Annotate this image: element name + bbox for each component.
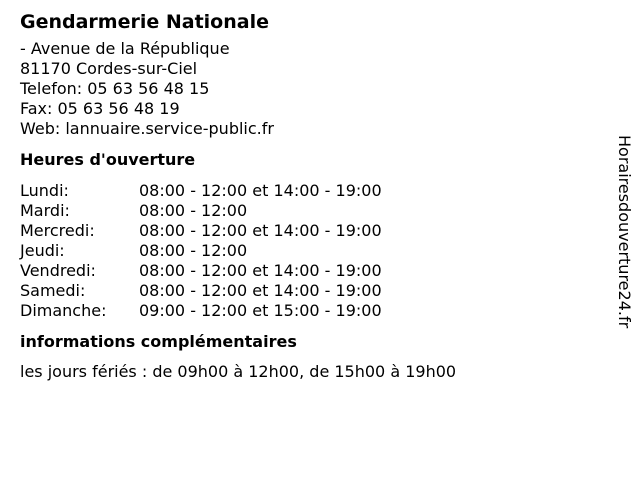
hours-row-dimanche — [20, 301, 600, 321]
info-text: les jours fériés : de 09h00 à 12h00, de 15h00 à 19h00 — [20, 362, 457, 381]
fax-number: Fax: 05 63 56 48 19 — [20, 99, 180, 118]
address-block — [20, 39, 600, 139]
info-heading: informations complémentaires — [20, 332, 297, 351]
hours-table — [20, 181, 600, 321]
hours-row-mardi — [20, 201, 600, 221]
hours-row-jeudi — [20, 241, 600, 261]
day-label: Mercredi: — [20, 221, 95, 240]
day-label: Dimanche: — [20, 301, 107, 320]
time-value: 08:00 - 12:00 et 14:00 - 19:00 — [139, 261, 382, 280]
hours-row-vendredi — [20, 261, 600, 281]
address-city: 81170 Cordes-sur-Ciel — [20, 59, 198, 78]
address-street: - Avenue de la République — [20, 39, 230, 58]
time-value: 09:00 - 12:00 et 15:00 - 19:00 — [139, 301, 382, 320]
day-label: Vendredi: — [20, 261, 96, 280]
time-value: 08:00 - 12:00 et 14:00 - 19:00 — [139, 281, 382, 300]
time-value: 08:00 - 12:00 et 14:00 - 19:00 — [139, 221, 382, 240]
business-card — [20, 9, 600, 382]
day-label: Lundi: — [20, 181, 69, 200]
watermark-text: Horairesdouverture24.fr — [615, 135, 634, 329]
time-value: 08:00 - 12:00 — [139, 201, 248, 220]
phone-number: Telefon: 05 63 56 48 15 — [20, 79, 210, 98]
hours-row-mercredi — [20, 221, 600, 241]
hours-heading: Heures d'ouverture — [20, 150, 196, 169]
day-label: Jeudi: — [20, 241, 65, 260]
website: Web: lannuaire.service-public.fr — [20, 119, 274, 138]
time-value: 08:00 - 12:00 et 14:00 - 19:00 — [139, 181, 382, 200]
hours-row-samedi — [20, 281, 600, 301]
time-value: 08:00 - 12:00 — [139, 241, 248, 260]
watermark-vertical — [612, 135, 638, 370]
day-label: Mardi: — [20, 201, 70, 220]
page-title: Gendarmerie Nationale — [20, 11, 269, 33]
hours-row-lundi — [20, 181, 600, 201]
day-label: Samedi: — [20, 281, 86, 300]
